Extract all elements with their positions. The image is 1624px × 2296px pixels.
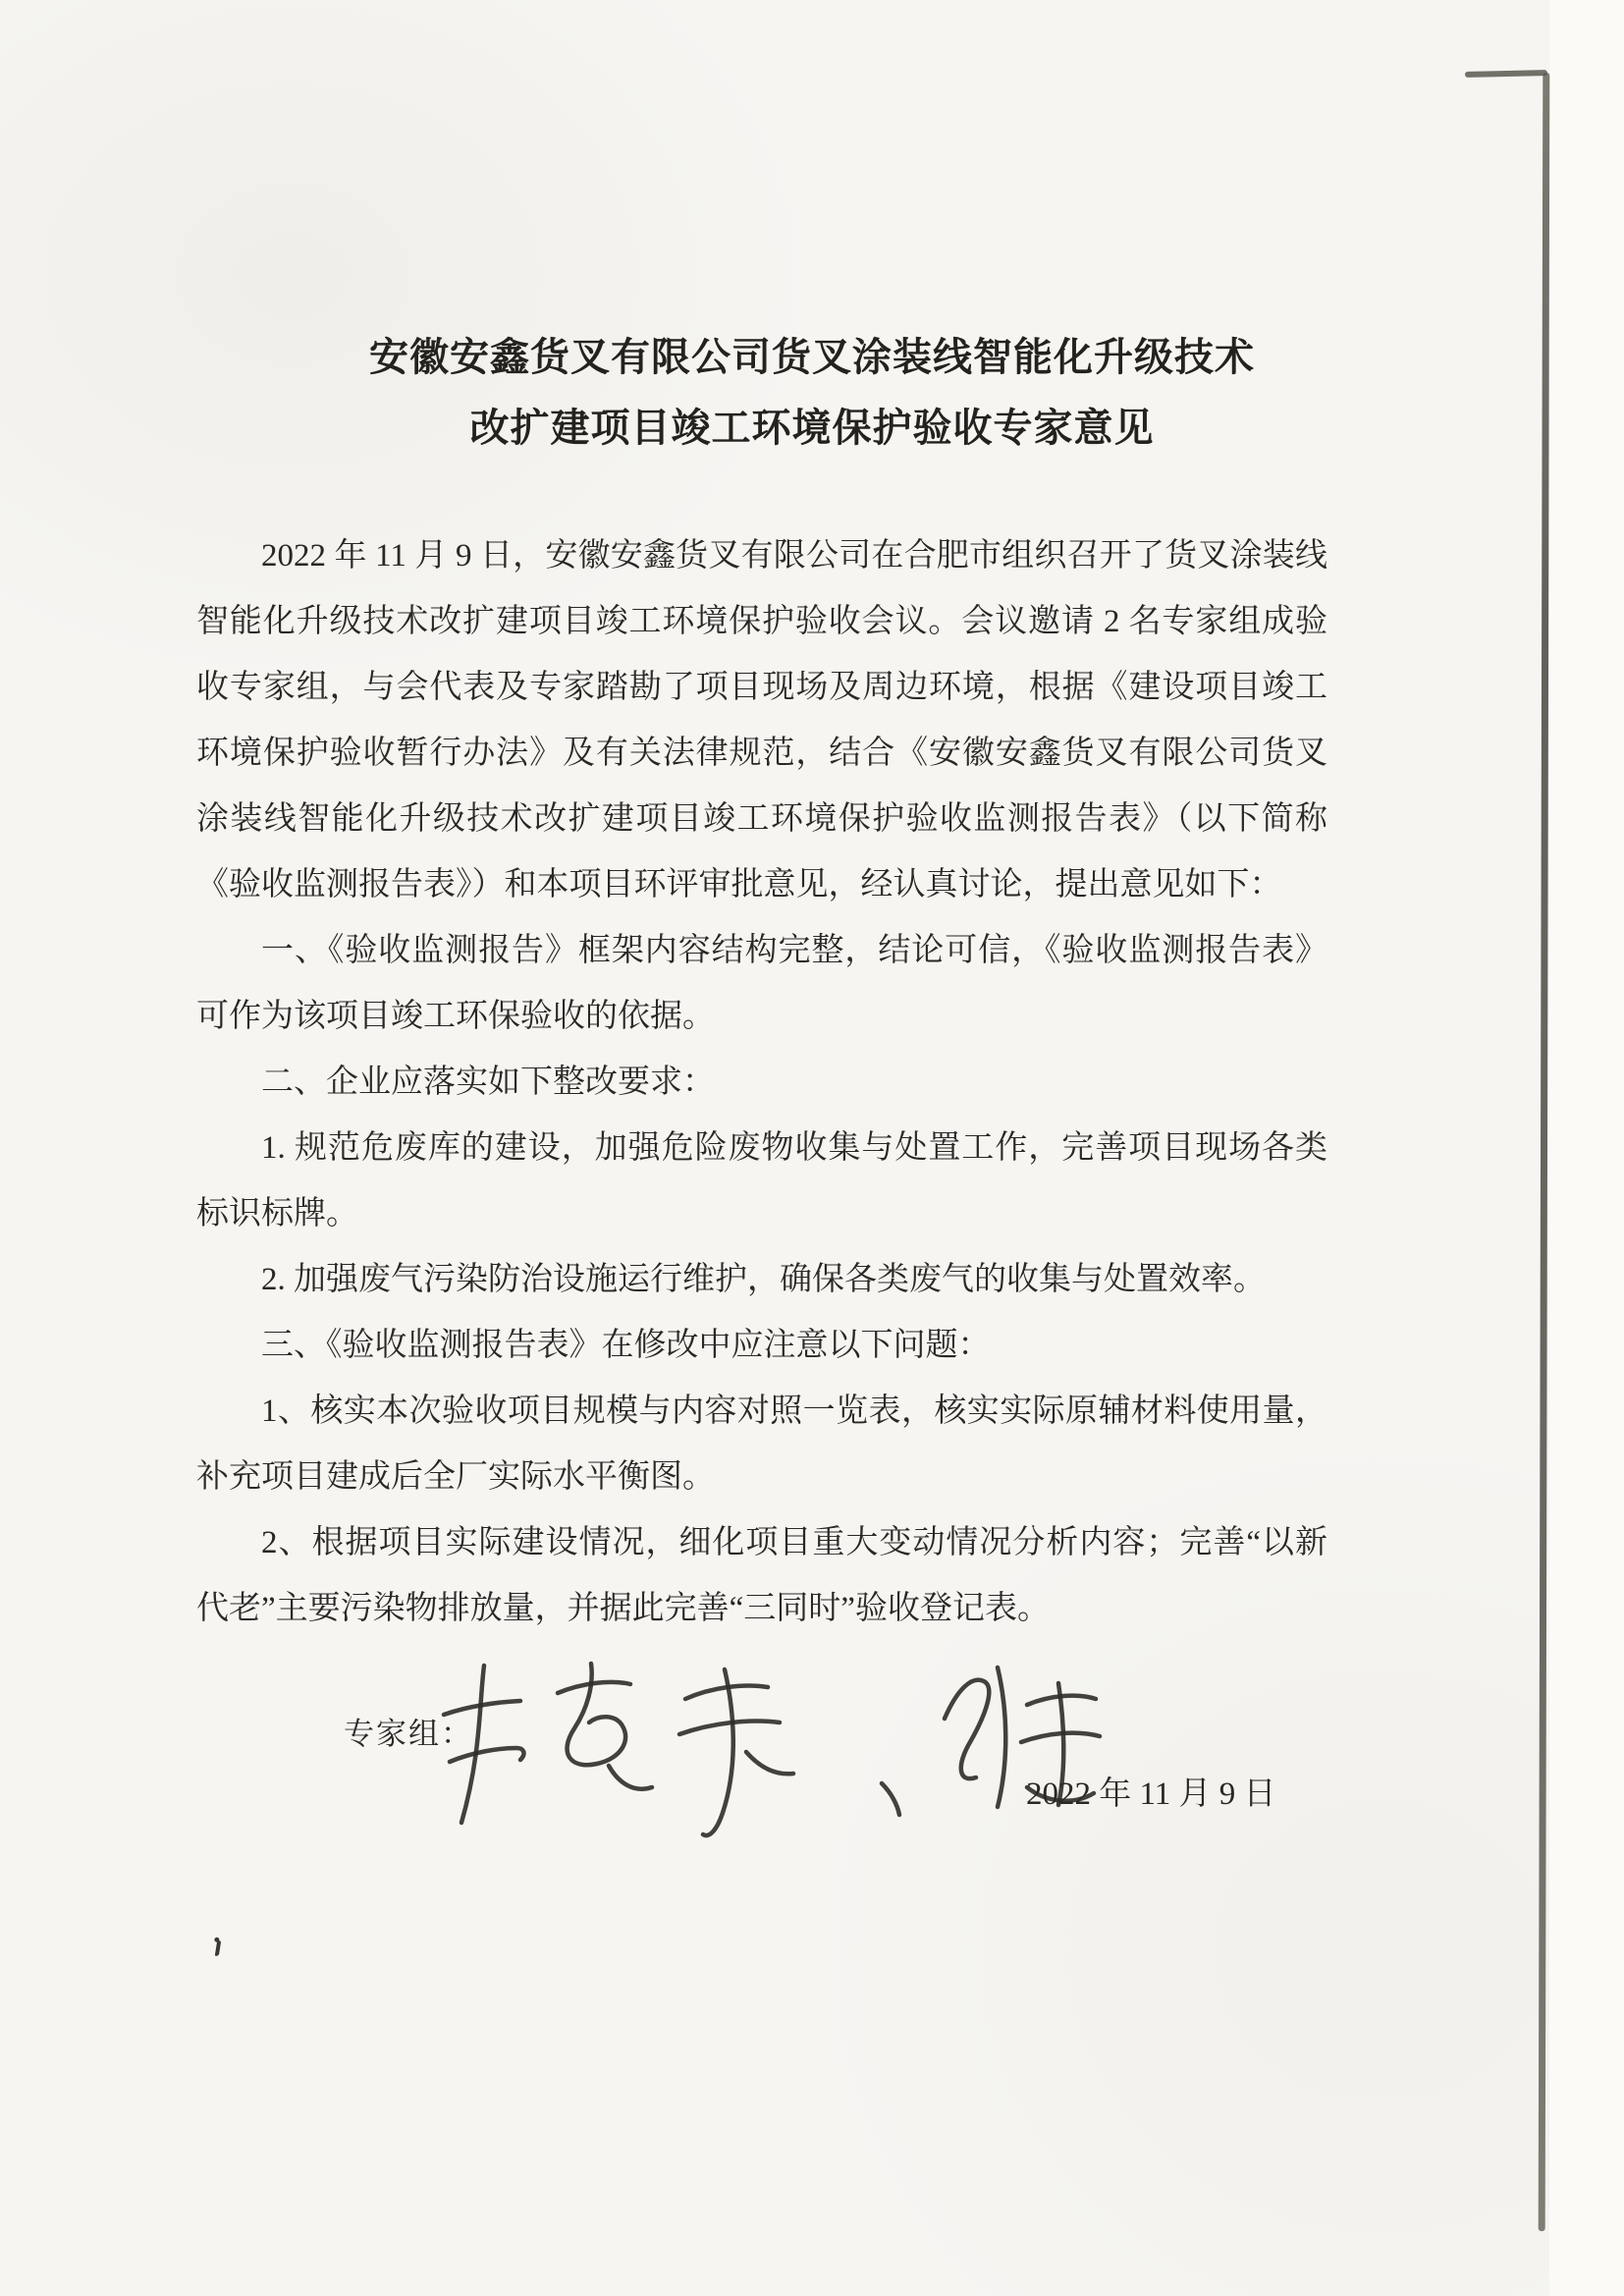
signature-1-handwriting	[444, 1664, 793, 1835]
paragraph-item-2: 二、企业应落实如下整改要求：	[261, 1065, 715, 1100]
paragraph-intro: 2022 年 11 月 9 日，安徽安鑫货叉有限公司在合肥市组织召开了货叉涂装线智能化升级技术改扩建项目竣工环境保护验收会议。会议邀请 2 名专家组成验收专家组，与会代表及专家踏勘了项目现场及周边环境，根据《建设项目竣工环境保护验收暂行办法》及有关法律规范，结合《安徽安鑫货叉有限公司货叉涂装线智能化升级技术改扩建项目竣工环境保护验收监测报告表》（以下简称《验收监测报告表》）和本项目环评审批意见，经认真讨论，提出意见如下：	[196, 538, 1327, 902]
paragraph-item-1: 一、《验收监测报告》框架内容结构完整，结论可信，《验收监测报告表》可作为该项目竣工环保验收的依据。	[196, 933, 1327, 1034]
document-body	[196, 523, 1327, 1642]
paragraph-item-2-2: 2. 加强废气污染防治设施运行维护，确保各类废气的收集与处置效率。	[261, 1262, 1266, 1297]
pause-mark-handwriting	[882, 1783, 899, 1815]
scan-edge-top-line	[1465, 70, 1547, 78]
document-title	[0, 322, 1624, 464]
handwritten-signatures	[422, 1658, 1110, 1854]
document-title-line-2: 改扩建项目竣工环境保护验收专家意见	[469, 407, 1155, 450]
paragraph-item-3: 三、《验收监测报告表》在修改中应注意以下问题：	[261, 1328, 991, 1363]
paragraph-item-3-2: 2、根据项目实际建设情况，细化项目重大变动情况分析内容；完善“以新代老”主要污染物排放量，并据此完善“三同时”验收登记表。	[196, 1525, 1327, 1626]
ink-speck	[215, 1941, 221, 1956]
document-title-line-1: 安徽安鑫货叉有限公司货叉涂装线智能化升级技术	[369, 336, 1255, 379]
signature-date: 2022 年 11 月 9 日	[1026, 1777, 1276, 1812]
paragraph-item-3-1: 1、核实本次验收项目规模与内容对照一览表，核实实际原辅材料使用量，补充项目建成后全厂实际水平衡图。	[196, 1394, 1327, 1495]
expert-group-label: 专家组：	[344, 1717, 473, 1751]
paragraph-item-2-1: 1. 规范危废库的建设，加强危险废物收集与处置工作，完善项目现场各类标识标牌。	[196, 1130, 1327, 1231]
